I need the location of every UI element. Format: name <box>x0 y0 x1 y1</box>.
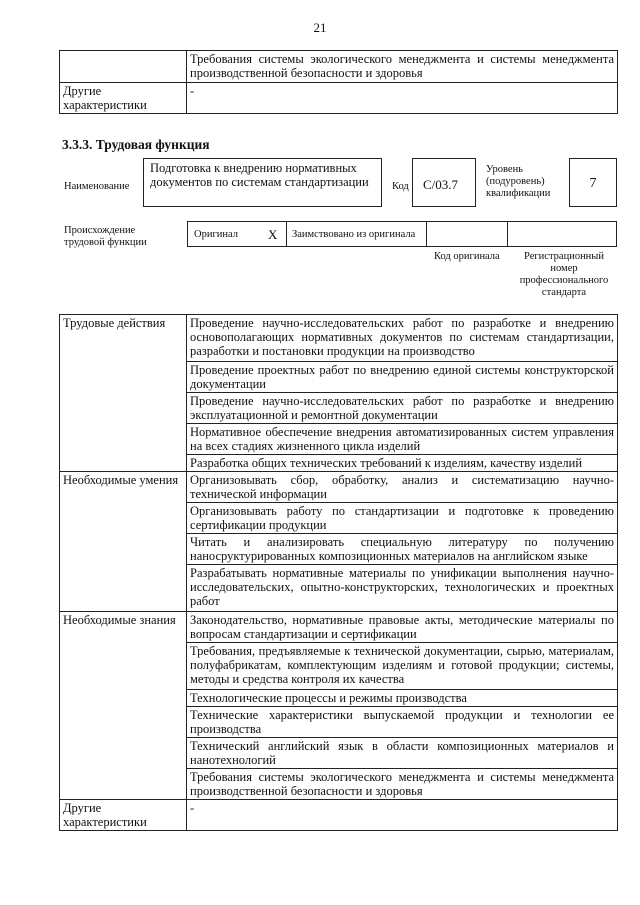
row-label <box>60 51 187 83</box>
original-mark: X <box>268 227 278 242</box>
list-item: Организовывать сбор, обработку, анализ и систематизацию научно-технической информации <box>187 472 618 503</box>
function-name: Подготовка к внедрению нормативных документов по системам стандартизации <box>143 158 382 207</box>
list-item: Проведение проектных работ по внедрению единой системы конструкторской документации <box>187 362 618 393</box>
list-item: Проведение научно-исследовательских работ по разработке и внедрению основополагающих нормативных документов по системам стандартизации, разработки и постановки продукции на производство <box>187 315 618 362</box>
section-label-skills: Необходимые умения <box>60 472 187 612</box>
table-row <box>60 51 618 83</box>
list-item: Организовывать работу по стандартизации и подготовке к проведению сертификации продукции <box>187 503 618 534</box>
borrowed-label: Заимствовано из оригинала <box>292 229 416 240</box>
list-item: - <box>187 800 618 831</box>
original-label: Оригинал <box>194 229 238 240</box>
code-original-cell <box>426 221 508 247</box>
reg-number-caption: Регистрационный номер профессионального стандарта <box>519 251 609 298</box>
table-row <box>60 83 618 114</box>
table-row <box>60 315 618 362</box>
reg-number-cell <box>507 221 617 247</box>
function-code: C/03.7 <box>412 158 476 207</box>
section-label-other: Другие характеристики <box>60 800 187 831</box>
section-label-actions: Трудовые действия <box>60 315 187 472</box>
list-item: Требования системы экологического менеджмента и системы менеджмента производственной безопасности и здоровья <box>187 769 618 800</box>
code-original-caption: Код оригинала <box>434 251 500 262</box>
qualification-level: 7 <box>569 158 617 207</box>
origin-label: Происхождение трудовой функции <box>64 225 147 248</box>
list-item: Разработка общих технических требований к изделиям, качеству изделий <box>187 455 618 472</box>
row-value: Требования системы экологического менеджмента и системы менеджмента производственной безопасности и здоровья <box>187 51 618 83</box>
table-row <box>60 612 618 643</box>
list-item: Нормативное обеспечение внедрения автоматизированных систем управления на всех стадиях жизненного цикла изделий <box>187 424 618 455</box>
top-table <box>59 50 618 114</box>
table-row <box>60 472 618 503</box>
name-label: Наименование <box>64 181 130 192</box>
section-label-knowledge: Необходимые знания <box>60 612 187 800</box>
level-label: Уровень (подуровень) квалификации <box>486 164 551 199</box>
code-label: Код <box>392 181 409 192</box>
list-item: Законодательство, нормативные правовые акты, методические материалы по вопросам стандартизации и сертификации <box>187 612 618 643</box>
list-item: Требования, предъявляемые к технической документации, сырью, материалам, полуфабрикатам, комплектующим изделиям и готовой продукции; системы, методы и средства контроля их качества <box>187 643 618 690</box>
main-table <box>59 314 618 831</box>
section-title: 3.3.3. Трудовая функция <box>62 137 210 152</box>
page-number: 21 <box>313 20 327 35</box>
list-item: Разрабатывать нормативные материалы по унификации выполнения научно-исследовательских, опытно-конструкторских, технологических и проектных работ <box>187 565 618 612</box>
list-item: Технологические процессы и режимы производства <box>187 690 618 707</box>
list-item: Технические характеристики выпускаемой продукции и технологии ее производства <box>187 707 618 738</box>
original-cell <box>187 221 287 247</box>
row-value: - <box>187 83 618 114</box>
list-item: Проведение научно-исследовательских работ по разработке и внедрению эксплуатационной и ремонтной документации <box>187 393 618 424</box>
table-row <box>60 800 618 831</box>
list-item: Технический английский язык в области композиционных материалов и нанотехнологий <box>187 738 618 769</box>
list-item: Читать и анализировать специальную литературу по получению наносруктурированных композиционных материалов на английском языке <box>187 534 618 565</box>
row-label: Другие характеристики <box>60 83 187 114</box>
borrowed-cell <box>286 221 427 247</box>
